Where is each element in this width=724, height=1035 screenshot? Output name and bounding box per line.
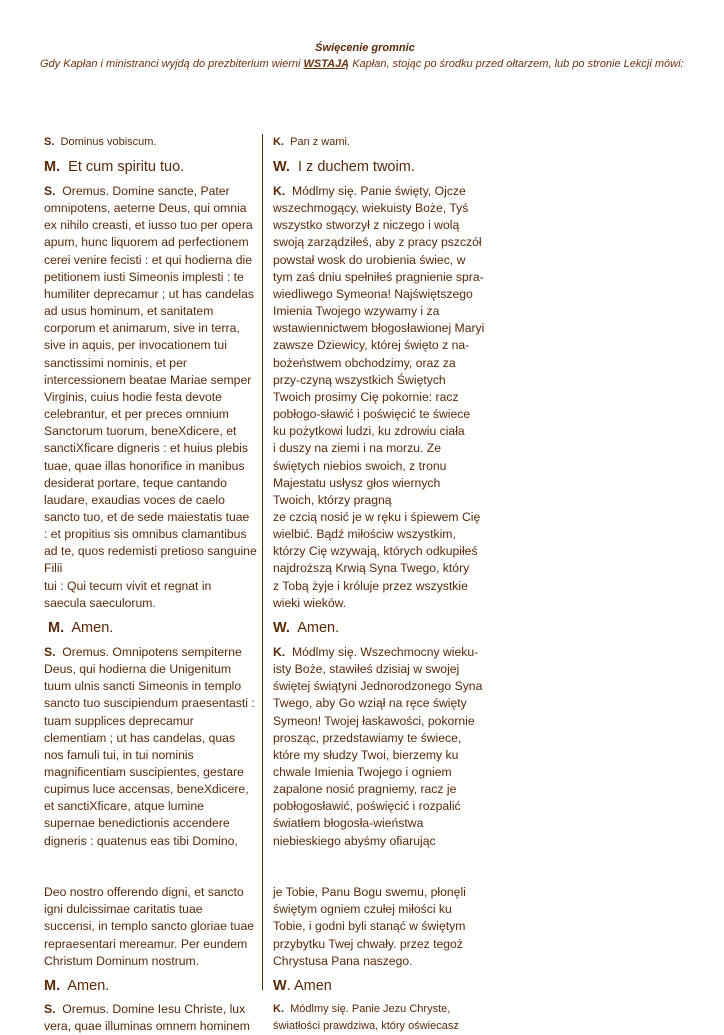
dialogue-row [44, 134, 686, 151]
latin-text [44, 976, 265, 996]
polish-prayer: Módlmy się. Panie święty, Ojcze wszechmogący, wiekuisty Boże, Tyś wszystko stworzył z niczego i wolą swoją zarządziłeś, aby z pracy pszczół powstał wosk do urobienia świec, w tym zaś dniu spełniłeś pragnienie spra- wiedliwego Symeona! Najświętszego Imienia Twojego wzywamy i za wstawiennictwem błogosławionej Maryi zawsze Dziewicy, której święto z na- bożeństwem obchodzimy, oraz za przy-czyną wszystkich Świętych Twoich prosimy Cię pokornie: racz pobłogo-sławić i poświęcić te świece ku pożytkowi ludzi, ku zdrowiu ciała i duszy na ziemi i na morzu. Ze świętych niebios swoich, z tronu Majestatu usłysz głos wiernych Twoich, którzy pragną ze czcią nosić je w ręku i śpiewem Cię wielbić. Bądź miłościw wszystkim, którzy Cię wzywają, których odkupiłeś najdroższą Krwią Syna Twego, który z Tobą żyje i króluje przez wszystkie wieki wieków. [273, 184, 485, 610]
speaker-label: M. [44, 159, 61, 175]
latin-text [44, 1001, 265, 1035]
latin-prayer: Oremus. Omnipotens sempiterne Deus, qui hodierna die Unigenitum tuum ulnis sancti Simeonis in templo sancto tuo suscipiendum praesentasti : tuam supplices deprecamur clementiam ; ut has candelas, quas nos famuli tui, in tui nominis magnificentiam suscipientes, gestare cupimus luce accensas, beneXdicere, et sanctiXficare, atque lumine supernae benedictionis accendere digneris : quatenus eas tibi Domino, Deo nostro offerendo digni, et sancto igni dulcissimae caritatis tuae succensi, in templo sancto gloriae tuae repraesentari mereamur. Per eundem Christum Dominum nostrum. [44, 644, 255, 968]
speaker-label: M. [44, 977, 61, 994]
polish-text [267, 183, 489, 612]
prayer-row [44, 183, 686, 612]
speaker-label: K. [273, 136, 284, 148]
speaker-label: W. [273, 159, 290, 175]
polish-text [267, 134, 489, 151]
polish-line: . Amen [286, 977, 332, 994]
speaker-label: K. [273, 1002, 284, 1015]
latin-text [44, 134, 265, 151]
polish-text [267, 644, 489, 970]
rubric-instruction [40, 57, 690, 71]
prayer-row [44, 644, 686, 970]
speaker-label: S. [44, 184, 56, 198]
polish-text [267, 618, 489, 638]
latin-text [44, 157, 265, 177]
latin-prayer: Oremus. Domine Iesu Christe, lux vera, quae illuminas omnem hominem [44, 1001, 250, 1034]
polish-prayer: Módlmy się. Wszechmocny wieku- isty Boże, stawiłeś dzisiaj w swojej świętej świątyni Jednorodzonego Syna Twego, aby Go wziął na ręce święty Symeon! Twojej łaskawości, pokornie prosząc, przedstawiamy te świece, które my słudzy Twoi, bierzemy ku chwale Imienia Twojego i ogniem zapalone nosić pragniemy, racz je pobłogosławić, poświęcić i rozpalić światłem błogosła-wieństwa niebieskiego abyśmy ofiarując je Tobie, Panu Bogu swemu, płonęli świętym ogniem czułej miłości ku Tobie, i godni byli stanąć w świętym przybytku Twej chwały. przez tegoż Chrystusa Pana naszego. [273, 644, 483, 968]
latin-text [44, 618, 265, 638]
bilingual-columns [44, 134, 686, 1035]
speaker-label: S. [44, 644, 56, 659]
speaker-label: W. [273, 619, 290, 636]
prayer-row [44, 1001, 686, 1035]
rubric-stand-word: WSTAJĄ [303, 58, 350, 70]
latin-line: Amen. [71, 619, 114, 636]
polish-text [267, 1001, 489, 1035]
polish-prayer: Módlmy się. Panie Jezu Chryste, światłości prawdziwa, który oświecasz [273, 1002, 459, 1032]
rubric-text-after: Kapłan, stojąc po środku przed ołtarzem, lub po stronie Lekcji mówi: [349, 58, 684, 70]
speaker-label: S. [44, 1001, 56, 1016]
latin-line: Dominus vobiscum. [60, 136, 157, 148]
latin-line: Amen. [67, 977, 110, 994]
polish-line: Pan z wami. [290, 136, 351, 148]
speaker-label: K. [273, 184, 286, 198]
page-title: Święcenie gromnic [315, 42, 415, 54]
latin-line: Et cum spiritu tuo. [68, 159, 185, 175]
latin-text [44, 644, 265, 970]
rubric-text-before: Gdy Kapłan i ministranci wyjdą do prezbiterium wierni [40, 58, 304, 70]
response-row [44, 618, 686, 638]
response-row [44, 976, 686, 996]
speaker-label: M. [48, 619, 65, 636]
polish-line: Amen. [297, 619, 340, 636]
polish-line: I z duchem twoim. [297, 159, 415, 175]
latin-prayer: Oremus. Domine sancte, Pater omnipotens, aeterne Deus, qui omnia ex nihilo creasti, et iusso tuo per opera apum, hunc liquorem ad perfectionem cerei venire fecisti : et qui hodierna die petitionem iusti Simeonis implesti : te humiliter deprecamur ; ut has candelas ad usus hominum, et sanitatem corporum et animarum, sive in terra, sive in aquis, per invocationem tui sanctissimi nominis, et per intercessionem beatae Mariae semper Virginis, cuius hodie festa devote celebrantur, et per preces omnium Sanctorum tuorum, beneXdicere, et sanctiXficare digneris : et huius plebis tuae, quae illas honorifice in manibus desiderat portare, teque cantando laudare, exaudias voces de caelo sancto tuo, et de sede maiestatis tuae : et propitius sis omnibus clamantibus ad te, quos redemisti pretioso sanguine Filii tui : Qui tecum vivit et regnat in saecula saeculorum. [44, 184, 257, 610]
polish-text [267, 157, 489, 177]
page-header [40, 42, 690, 71]
speaker-label: S. [44, 136, 55, 148]
latin-text [44, 183, 265, 612]
speaker-label: K. [273, 644, 286, 659]
speaker-label: W [273, 977, 287, 994]
response-row [44, 157, 686, 177]
polish-text [267, 976, 489, 996]
